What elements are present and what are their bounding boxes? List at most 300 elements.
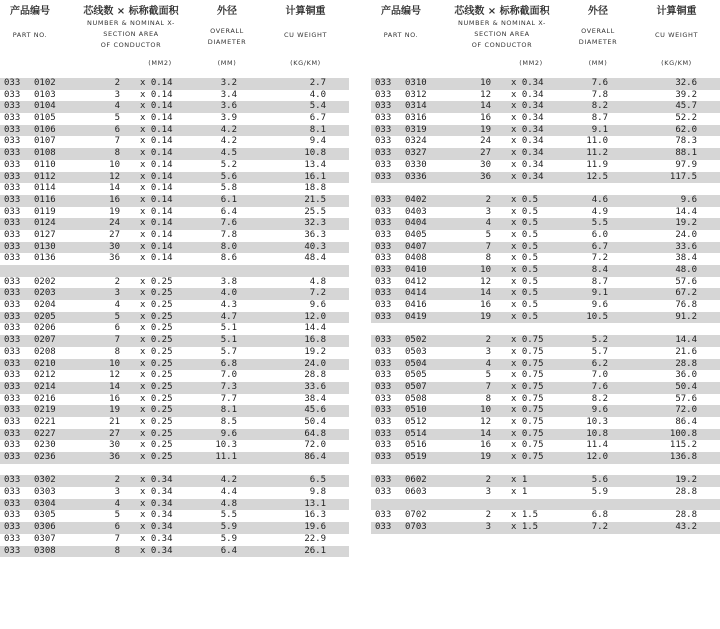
part-prefix: 033 <box>4 113 21 124</box>
part-prefix: 033 <box>375 346 392 357</box>
right-table <box>371 0 720 534</box>
overall-diameter: 5.8 <box>220 183 237 194</box>
cross-section: x 0.14 <box>140 241 173 252</box>
cross-section: x 0.34 <box>511 78 544 88</box>
core-count: 10 <box>480 405 491 416</box>
cross-section: x 0.5 <box>511 311 539 322</box>
group-spacer <box>0 464 349 476</box>
overall-diameter: 5.5 <box>220 510 237 521</box>
part-prefix: 033 <box>375 288 392 299</box>
overall-diameter: 6.4 <box>220 206 237 217</box>
part-prefix: 033 <box>375 393 392 404</box>
overall-diameter: 3.4 <box>220 89 237 100</box>
table-row <box>371 78 720 90</box>
part-prefix: 033 <box>4 89 21 100</box>
part-prefix: 033 <box>375 136 392 147</box>
part-code: 0127 <box>34 229 56 240</box>
part-prefix: 033 <box>4 171 21 182</box>
core-count: 7 <box>485 381 491 392</box>
part-code: 0206 <box>34 323 56 334</box>
copper-weight: 21.6 <box>675 346 697 357</box>
copper-weight: 4.8 <box>309 276 326 287</box>
table-row <box>0 148 349 160</box>
table-row <box>0 195 349 207</box>
copper-weight: 100.8 <box>669 428 697 439</box>
cross-section: x 0.14 <box>140 171 173 182</box>
table-row <box>0 440 349 452</box>
table-row <box>0 534 349 546</box>
table-header <box>371 0 720 78</box>
copper-weight: 24.0 <box>304 358 326 369</box>
table-row <box>0 335 349 347</box>
part-code: 0112 <box>34 171 56 182</box>
table-row <box>371 160 720 172</box>
overall-diameter: 11.0 <box>586 136 608 147</box>
core-count: 12 <box>480 89 491 100</box>
cross-section: x 0.25 <box>140 346 173 357</box>
overall-diameter: 5.9 <box>591 487 608 498</box>
part-code: 0106 <box>34 124 56 135</box>
part-code: 0503 <box>405 346 427 357</box>
table-row <box>371 522 720 534</box>
cross-section: x 0.25 <box>140 381 173 392</box>
cross-section: x 0.75 <box>511 416 544 427</box>
core-count: 14 <box>480 101 491 112</box>
part-prefix: 033 <box>4 475 21 486</box>
core-count: 8 <box>114 148 120 159</box>
core-count: 19 <box>480 124 491 135</box>
cores-header-line2: SECTION AREA <box>474 30 530 38</box>
table-row <box>371 382 720 394</box>
cores-header-line2: SECTION AREA <box>103 30 159 38</box>
overall-diameter: 12.5 <box>586 171 608 182</box>
overall-diameter: 6.2 <box>591 358 608 369</box>
cross-section: x 1 <box>511 475 528 486</box>
cores-unit: (MM2) <box>148 59 172 67</box>
table-row <box>0 300 349 312</box>
core-count: 4 <box>114 101 120 112</box>
part-code: 0507 <box>405 381 427 392</box>
cross-section: x 0.34 <box>511 136 544 147</box>
part-code: 0307 <box>34 533 56 544</box>
cross-section: x 0.5 <box>511 288 539 299</box>
part-prefix: 033 <box>4 428 21 439</box>
cross-section: x 0.25 <box>140 416 173 427</box>
core-count: 5 <box>485 370 491 381</box>
part-code: 0327 <box>405 148 427 159</box>
cross-section: x 0.75 <box>511 346 544 357</box>
copper-weight: 52.2 <box>675 113 697 124</box>
overall-diameter: 7.6 <box>591 381 608 392</box>
weight-cn-header: 计算铜重 <box>656 6 697 17</box>
overall-diameter: 12.0 <box>586 452 608 462</box>
core-count: 12 <box>480 276 491 287</box>
cross-section: x 0.75 <box>511 335 544 346</box>
part-prefix: 033 <box>375 171 392 182</box>
table-row <box>0 487 349 499</box>
part-prefix: 033 <box>4 241 21 252</box>
table-body <box>371 78 720 534</box>
overall-diameter: 8.7 <box>591 113 608 124</box>
part-prefix: 033 <box>4 545 21 556</box>
core-count: 7 <box>114 136 120 147</box>
copper-weight: 45.6 <box>304 405 326 416</box>
overall-diameter: 11.4 <box>586 440 608 451</box>
copper-weight: 25.5 <box>304 206 326 217</box>
table-row <box>0 382 349 394</box>
table-row <box>0 230 349 242</box>
core-count: 16 <box>109 393 120 404</box>
copper-weight: 28.8 <box>304 370 326 381</box>
cross-section: x 0.75 <box>511 393 544 404</box>
table-row <box>371 440 720 452</box>
left-table <box>0 0 349 557</box>
core-count: 24 <box>480 136 491 147</box>
part-code: 0130 <box>34 241 56 252</box>
table-row <box>0 475 349 487</box>
part-prefix: 033 <box>375 522 392 533</box>
core-count: 14 <box>109 381 120 392</box>
table-row <box>0 394 349 406</box>
part-prefix: 033 <box>4 487 21 498</box>
copper-weight: 14.4 <box>675 335 697 346</box>
core-count: 3 <box>114 487 120 498</box>
part-prefix: 033 <box>4 498 21 509</box>
part-code: 0204 <box>34 300 56 311</box>
part-code: 0404 <box>405 218 427 229</box>
overall-diameter: 10.3 <box>586 416 608 427</box>
table-row <box>0 510 349 522</box>
part-code: 0107 <box>34 136 56 147</box>
group-spacer <box>371 183 720 195</box>
copper-weight: 10.8 <box>304 148 326 159</box>
part-prefix: 033 <box>4 159 21 170</box>
core-count: 2 <box>485 335 491 346</box>
overall-diameter: 4.8 <box>220 498 237 509</box>
part-prefix: 033 <box>375 113 392 124</box>
part-prefix: 033 <box>375 335 392 346</box>
cross-section: x 0.5 <box>511 265 539 275</box>
part-prefix: 033 <box>4 136 21 147</box>
table-row <box>371 475 720 487</box>
copper-weight: 9.8 <box>309 487 326 498</box>
core-count: 30 <box>109 241 120 252</box>
part-code: 0104 <box>34 101 56 112</box>
overall-diameter: 5.5 <box>591 218 608 229</box>
cross-section: x 0.25 <box>140 311 173 322</box>
part-code: 0312 <box>405 89 427 100</box>
part-code: 0510 <box>405 405 427 416</box>
part-prefix: 033 <box>375 206 392 217</box>
core-count: 27 <box>480 148 491 159</box>
part-prefix: 033 <box>375 265 392 275</box>
core-count: 16 <box>480 300 491 311</box>
overall-diameter: 7.8 <box>591 89 608 100</box>
part-code: 0207 <box>34 335 56 346</box>
overall-diameter: 7.6 <box>591 78 608 88</box>
cross-section: x 1.5 <box>511 522 539 533</box>
cross-section: x 0.25 <box>140 288 173 299</box>
part-prefix: 033 <box>4 194 21 205</box>
copper-weight: 33.6 <box>304 381 326 392</box>
core-count: 4 <box>485 358 491 369</box>
part-prefix: 033 <box>375 428 392 439</box>
overall-diameter: 8.6 <box>220 253 237 264</box>
table-row <box>0 312 349 324</box>
copper-weight: 16.3 <box>304 510 326 521</box>
table-row <box>0 277 349 289</box>
part-code: 0230 <box>34 440 56 451</box>
core-count: 24 <box>109 218 120 229</box>
cross-section: x 0.25 <box>140 405 173 416</box>
copper-weight: 86.4 <box>304 452 326 462</box>
core-count: 2 <box>485 194 491 205</box>
table-row <box>0 160 349 172</box>
overall-diameter: 3.2 <box>220 78 237 88</box>
part-prefix: 033 <box>375 159 392 170</box>
part-prefix: 033 <box>375 218 392 229</box>
part-prefix: 033 <box>375 487 392 498</box>
part-prefix: 033 <box>375 416 392 427</box>
cross-section: x 0.25 <box>140 440 173 451</box>
copper-weight: 9.6 <box>680 194 697 205</box>
overall-diameter: 6.8 <box>220 358 237 369</box>
core-count: 4 <box>485 218 491 229</box>
part-code: 0514 <box>405 428 427 439</box>
part-code: 0114 <box>34 183 56 194</box>
weight-unit: (KG/KM) <box>661 59 692 67</box>
overall-diameter: 10.3 <box>215 440 237 451</box>
cross-section: x 0.25 <box>140 452 173 462</box>
core-count: 2 <box>114 475 120 486</box>
core-count: 8 <box>485 393 491 404</box>
overall-diameter: 10.8 <box>586 428 608 439</box>
cross-section: x 0.25 <box>140 393 173 404</box>
overall-diameter: 8.1 <box>220 405 237 416</box>
overall-diameter: 4.9 <box>591 206 608 217</box>
part-prefix: 033 <box>375 370 392 381</box>
table-row <box>371 148 720 160</box>
core-count: 3 <box>114 89 120 100</box>
copper-weight: 67.2 <box>675 288 697 299</box>
overall-diameter: 4.2 <box>220 475 237 486</box>
core-count: 2 <box>114 78 120 88</box>
table-row <box>0 78 349 90</box>
copper-weight: 33.6 <box>675 241 697 252</box>
diameter-unit: (MM) <box>217 59 237 67</box>
cross-section: x 0.34 <box>511 124 544 135</box>
overall-diameter: 8.2 <box>591 101 608 112</box>
diameter-unit: (MM) <box>588 59 608 67</box>
copper-weight: 19.2 <box>675 218 697 229</box>
part-code: 0202 <box>34 276 56 287</box>
part-prefix: 033 <box>375 358 392 369</box>
cross-section: x 0.34 <box>140 522 173 533</box>
part-prefix: 033 <box>375 101 392 112</box>
part-prefix: 033 <box>4 452 21 462</box>
part-code: 0412 <box>405 276 427 287</box>
part-prefix: 033 <box>375 148 392 159</box>
cross-section: x 0.75 <box>511 440 544 451</box>
part-prefix: 033 <box>4 522 21 533</box>
part-code: 0602 <box>405 475 427 486</box>
table-row <box>371 265 720 277</box>
weight-header: CU WEIGHT <box>654 31 699 39</box>
copper-weight: 50.4 <box>304 416 326 427</box>
weight-cn-header: 计算铜重 <box>285 6 326 17</box>
copper-weight: 91.2 <box>675 311 697 322</box>
part-code: 0105 <box>34 113 56 124</box>
cores-header-line1: NUMBER & NOMINAL X- <box>458 19 546 27</box>
overall-diameter: 5.7 <box>220 346 237 357</box>
part-prefix: 033 <box>4 405 21 416</box>
copper-weight: 14.4 <box>304 323 326 334</box>
core-count: 14 <box>480 288 491 299</box>
part-code: 0303 <box>34 487 56 498</box>
diameter-header-line2: DIAMETER <box>578 38 618 46</box>
overall-diameter: 7.6 <box>220 218 237 229</box>
core-count: 10 <box>480 78 491 88</box>
core-count: 5 <box>485 229 491 240</box>
copper-weight: 28.8 <box>675 510 697 521</box>
copper-weight: 39.2 <box>675 89 697 100</box>
copper-weight: 2.7 <box>309 78 326 88</box>
part-code: 0324 <box>405 136 427 147</box>
part-code: 0505 <box>405 370 427 381</box>
core-count: 36 <box>109 452 120 462</box>
table-row <box>371 487 720 499</box>
copper-weight: 19.6 <box>304 522 326 533</box>
part-code: 0203 <box>34 288 56 299</box>
part-prefix: 033 <box>4 288 21 299</box>
copper-weight: 50.4 <box>675 381 697 392</box>
copper-weight: 22.9 <box>304 533 326 544</box>
copper-weight: 6.7 <box>309 113 326 124</box>
table-row <box>371 101 720 113</box>
table-row <box>0 183 349 195</box>
overall-diameter: 5.2 <box>591 335 608 346</box>
cross-section: x 0.14 <box>140 194 173 205</box>
part-prefix: 033 <box>375 241 392 252</box>
cross-section: x 0.25 <box>140 335 173 346</box>
table-row <box>0 242 349 254</box>
copper-weight: 13.4 <box>304 159 326 170</box>
table-row <box>0 370 349 382</box>
part-code: 0703 <box>405 522 427 533</box>
table-header <box>0 0 349 78</box>
copper-weight: 19.2 <box>304 346 326 357</box>
cross-section: x 0.25 <box>140 370 173 381</box>
core-count: 8 <box>114 545 120 556</box>
table-row <box>371 253 720 265</box>
copper-weight: 48.4 <box>304 253 326 264</box>
part-prefix: 033 <box>4 346 21 357</box>
part-prefix: 033 <box>4 358 21 369</box>
overall-diameter: 5.9 <box>220 522 237 533</box>
table-row <box>371 417 720 429</box>
copper-weight: 9.6 <box>309 300 326 311</box>
cross-section: x 0.34 <box>140 487 173 498</box>
core-count: 12 <box>109 370 120 381</box>
part-prefix: 033 <box>4 101 21 112</box>
part-code: 0110 <box>34 159 56 170</box>
cross-section: x 0.34 <box>511 89 544 100</box>
table-row <box>0 101 349 113</box>
part-code: 0304 <box>34 498 56 509</box>
core-count: 4 <box>114 300 120 311</box>
cross-section: x 0.34 <box>511 148 544 159</box>
copper-weight: 28.8 <box>675 358 697 369</box>
core-count: 6 <box>114 124 120 135</box>
part-prefix: 033 <box>375 124 392 135</box>
part-code: 0702 <box>405 510 427 521</box>
table-row <box>371 359 720 371</box>
part-code: 0316 <box>405 113 427 124</box>
part-prefix: 033 <box>375 89 392 100</box>
part-no-cn-header: 产品编号 <box>381 6 421 17</box>
cross-section: x 0.14 <box>140 136 173 147</box>
cross-section: x 0.5 <box>511 300 539 311</box>
overall-diameter: 6.8 <box>591 510 608 521</box>
table-row <box>371 207 720 219</box>
overall-diameter: 5.7 <box>591 346 608 357</box>
cross-section: x 0.14 <box>140 89 173 100</box>
core-count: 6 <box>114 522 120 533</box>
core-count: 5 <box>114 113 120 124</box>
cores-unit: (MM2) <box>519 59 543 67</box>
part-prefix: 033 <box>375 510 392 521</box>
copper-weight: 9.4 <box>309 136 326 147</box>
cross-section: x 0.25 <box>140 276 173 287</box>
cross-section: x 0.5 <box>511 218 539 229</box>
part-prefix: 033 <box>375 452 392 462</box>
core-count: 27 <box>109 428 120 439</box>
part-code: 0306 <box>34 522 56 533</box>
core-count: 36 <box>480 171 491 182</box>
part-prefix: 033 <box>4 218 21 229</box>
table-row <box>371 218 720 230</box>
overall-diameter: 6.7 <box>591 241 608 252</box>
copper-weight: 18.8 <box>304 183 326 194</box>
overall-diameter: 10.5 <box>586 311 608 322</box>
cross-section: x 0.25 <box>140 323 173 334</box>
part-code: 0103 <box>34 89 56 100</box>
table-row <box>0 405 349 417</box>
core-count: 30 <box>480 159 491 170</box>
cross-section: x 0.75 <box>511 452 544 462</box>
core-count: 12 <box>109 171 120 182</box>
part-prefix: 033 <box>4 510 21 521</box>
part-prefix: 033 <box>4 323 21 334</box>
part-code: 0310 <box>405 78 427 88</box>
cross-section: x 0.34 <box>511 159 544 170</box>
cross-section: x 0.75 <box>511 405 544 416</box>
copper-weight: 36.3 <box>304 229 326 240</box>
overall-diameter: 6.1 <box>220 194 237 205</box>
core-count: 4 <box>114 498 120 509</box>
weight-unit: (KG/KM) <box>290 59 321 67</box>
table-row <box>0 323 349 335</box>
table-row <box>371 113 720 125</box>
cross-section: x 0.34 <box>511 101 544 112</box>
table-row <box>0 253 349 265</box>
table-row <box>371 394 720 406</box>
copper-weight: 76.8 <box>675 300 697 311</box>
overall-diameter: 5.1 <box>220 335 237 346</box>
cross-section: x 0.25 <box>140 428 173 439</box>
part-code: 0236 <box>34 452 56 462</box>
table-row <box>371 125 720 137</box>
